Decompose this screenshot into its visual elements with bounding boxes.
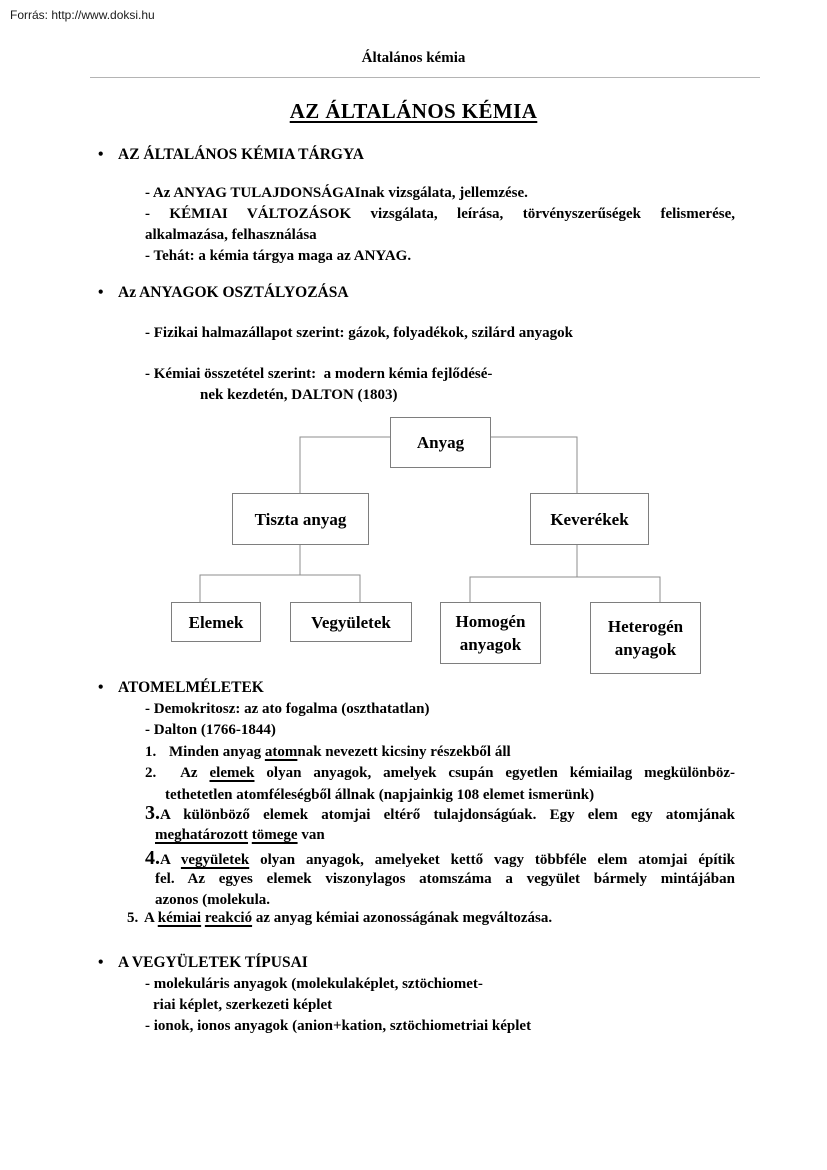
- s4-line-1: - molekuláris anyagok (molekulaképlet, sztöchiomet-: [145, 976, 483, 992]
- item-text-underlined: meghatározott: [155, 827, 249, 843]
- item-text: olyan anyagok, amelyeket kettő vagy többféle elem atomjai építik: [249, 852, 735, 868]
- bullet-icon: •: [98, 679, 104, 696]
- section-heading-label: Az ANYAGOK OSZTÁLYOZÁSA: [118, 284, 349, 301]
- item-number: 5.: [127, 910, 139, 926]
- diagram-node-elemek: Elemek: [171, 602, 261, 642]
- item-text: van: [297, 827, 325, 843]
- item-text-underlined: elemek: [209, 765, 255, 781]
- item-number: 3.: [145, 802, 160, 824]
- atom-item-3-line-2: [155, 825, 325, 845]
- running-header: Általános kémia: [361, 50, 466, 66]
- item-text-underlined: tömege: [251, 827, 298, 843]
- section-heading-label: ATOMELMÉLETEK: [118, 679, 264, 696]
- bullet-icon: •: [98, 954, 104, 971]
- item-text: Az: [169, 765, 210, 781]
- s2-line-1: - Fizikai halmazállapot szerint: gázok, folyadékok, szilárd anyagok: [145, 325, 573, 341]
- bullet-icon: •: [98, 284, 104, 301]
- s1-line-3: alkalmazása, felhasználása: [145, 227, 317, 243]
- connector-mixtures-children: [470, 577, 660, 602]
- item-text-underlined: vegyületek: [180, 852, 250, 868]
- s1-line-4: - Tehát: a kémia tárgya maga az ANYAG.: [145, 248, 412, 264]
- atom-item-4-line-3: azonos (molekula.: [155, 892, 271, 908]
- item-text: olyan anyagok, amelyek csupán egyetlen kémiailag megkülönböz-: [254, 765, 735, 781]
- item-text: Minden anyag: [169, 744, 265, 760]
- item-text-underlined: atom: [264, 744, 298, 760]
- s4-line-2: riai képlet, szerkezeti képlet: [153, 997, 333, 1013]
- s2-line-2: - Kémiai összetétel szerint: a modern kémia fejlődésé-: [145, 366, 493, 382]
- atom-item-4-line-2: fel. Az egyes elemek viszonylagos atomszáma a vegyület bármely mintájában: [155, 871, 735, 887]
- s1-line-2: - KÉMIAI VÁLTOZÁSOK vizsgálata, leírása, törvényszerűségek felismerése,: [145, 206, 735, 222]
- diagram-node-anyag: Anyag: [390, 417, 491, 468]
- s3-dash-1: - Demokritosz: az ato fogalma (oszthatatlan): [145, 701, 430, 717]
- s4-line-3: - ionok, ionos anyagok (anion+kation, sztöchiometriai képlet: [145, 1018, 532, 1034]
- diagram-node-keverekek: Keverékek: [530, 493, 649, 545]
- atom-item-5: [127, 908, 552, 928]
- section-heading-label: A VEGYÜLETEK TÍPUSAI: [118, 954, 308, 971]
- bullet-icon: •: [98, 146, 104, 163]
- s2-line-3: nek kezdetén, DALTON (1803): [200, 387, 398, 403]
- diagram-node-vegyuletek: Vegyületek: [290, 602, 412, 642]
- s1-line-1: - Az ANYAG TULAJDONSÁGAInak vizsgálata, jellemzése.: [145, 185, 528, 201]
- item-text-underlined: kémiai: [157, 910, 202, 926]
- item-number: 1.: [145, 744, 157, 760]
- source-url-line: Forrás: http://www.doksi.hu: [10, 8, 155, 22]
- diagram-node-tiszta-anyag: Tiszta anyag: [232, 493, 369, 545]
- item-text: A: [160, 852, 181, 868]
- item-text: A: [144, 910, 158, 926]
- section-heading-targy: [98, 145, 364, 165]
- connector-root-mixtures: [490, 437, 577, 493]
- connector-pure-children: [200, 575, 360, 602]
- s3-dash-2: - Dalton (1766-1844): [145, 722, 276, 738]
- item-text: az anyag kémiai azonosságának megváltozása.: [252, 910, 553, 926]
- atom-item-4-line-1: [145, 848, 735, 870]
- atom-item-2-line-2: tethetetlen atomféleségből állnak (napjainkig 108 elemet ismerünk): [165, 787, 595, 803]
- atom-item-3-line-1: [145, 803, 735, 825]
- connector-root-pure: [300, 437, 390, 493]
- atom-item-1: [145, 742, 511, 762]
- section-heading-label: AZ ÁLTALÁNOS KÉMIA TÁRGYA: [118, 146, 364, 163]
- section-heading-osztalyozas: [98, 283, 349, 303]
- item-text: nak nevezett kicsiny részekből áll: [297, 744, 511, 760]
- header-divider: [90, 77, 760, 78]
- item-number: 2.: [145, 765, 157, 781]
- diagram-node-homogen: Homogén anyagok: [440, 602, 541, 664]
- diagram-node-heterogen: Heterogén anyagok: [590, 602, 701, 674]
- item-number: 4.: [145, 847, 160, 869]
- atom-item-2-line-1: [145, 763, 735, 783]
- item-text-underlined: reakció: [204, 910, 253, 926]
- section-heading-vegyuletek-tipusai: [98, 953, 308, 973]
- item-text: A különböző elemek atomjai eltérő tulajdonságúak. Egy elem egy atomjának: [160, 807, 735, 823]
- page-title: AZ ÁLTALÁNOS KÉMIA: [289, 99, 538, 123]
- section-heading-atomelmeletek: [98, 678, 264, 698]
